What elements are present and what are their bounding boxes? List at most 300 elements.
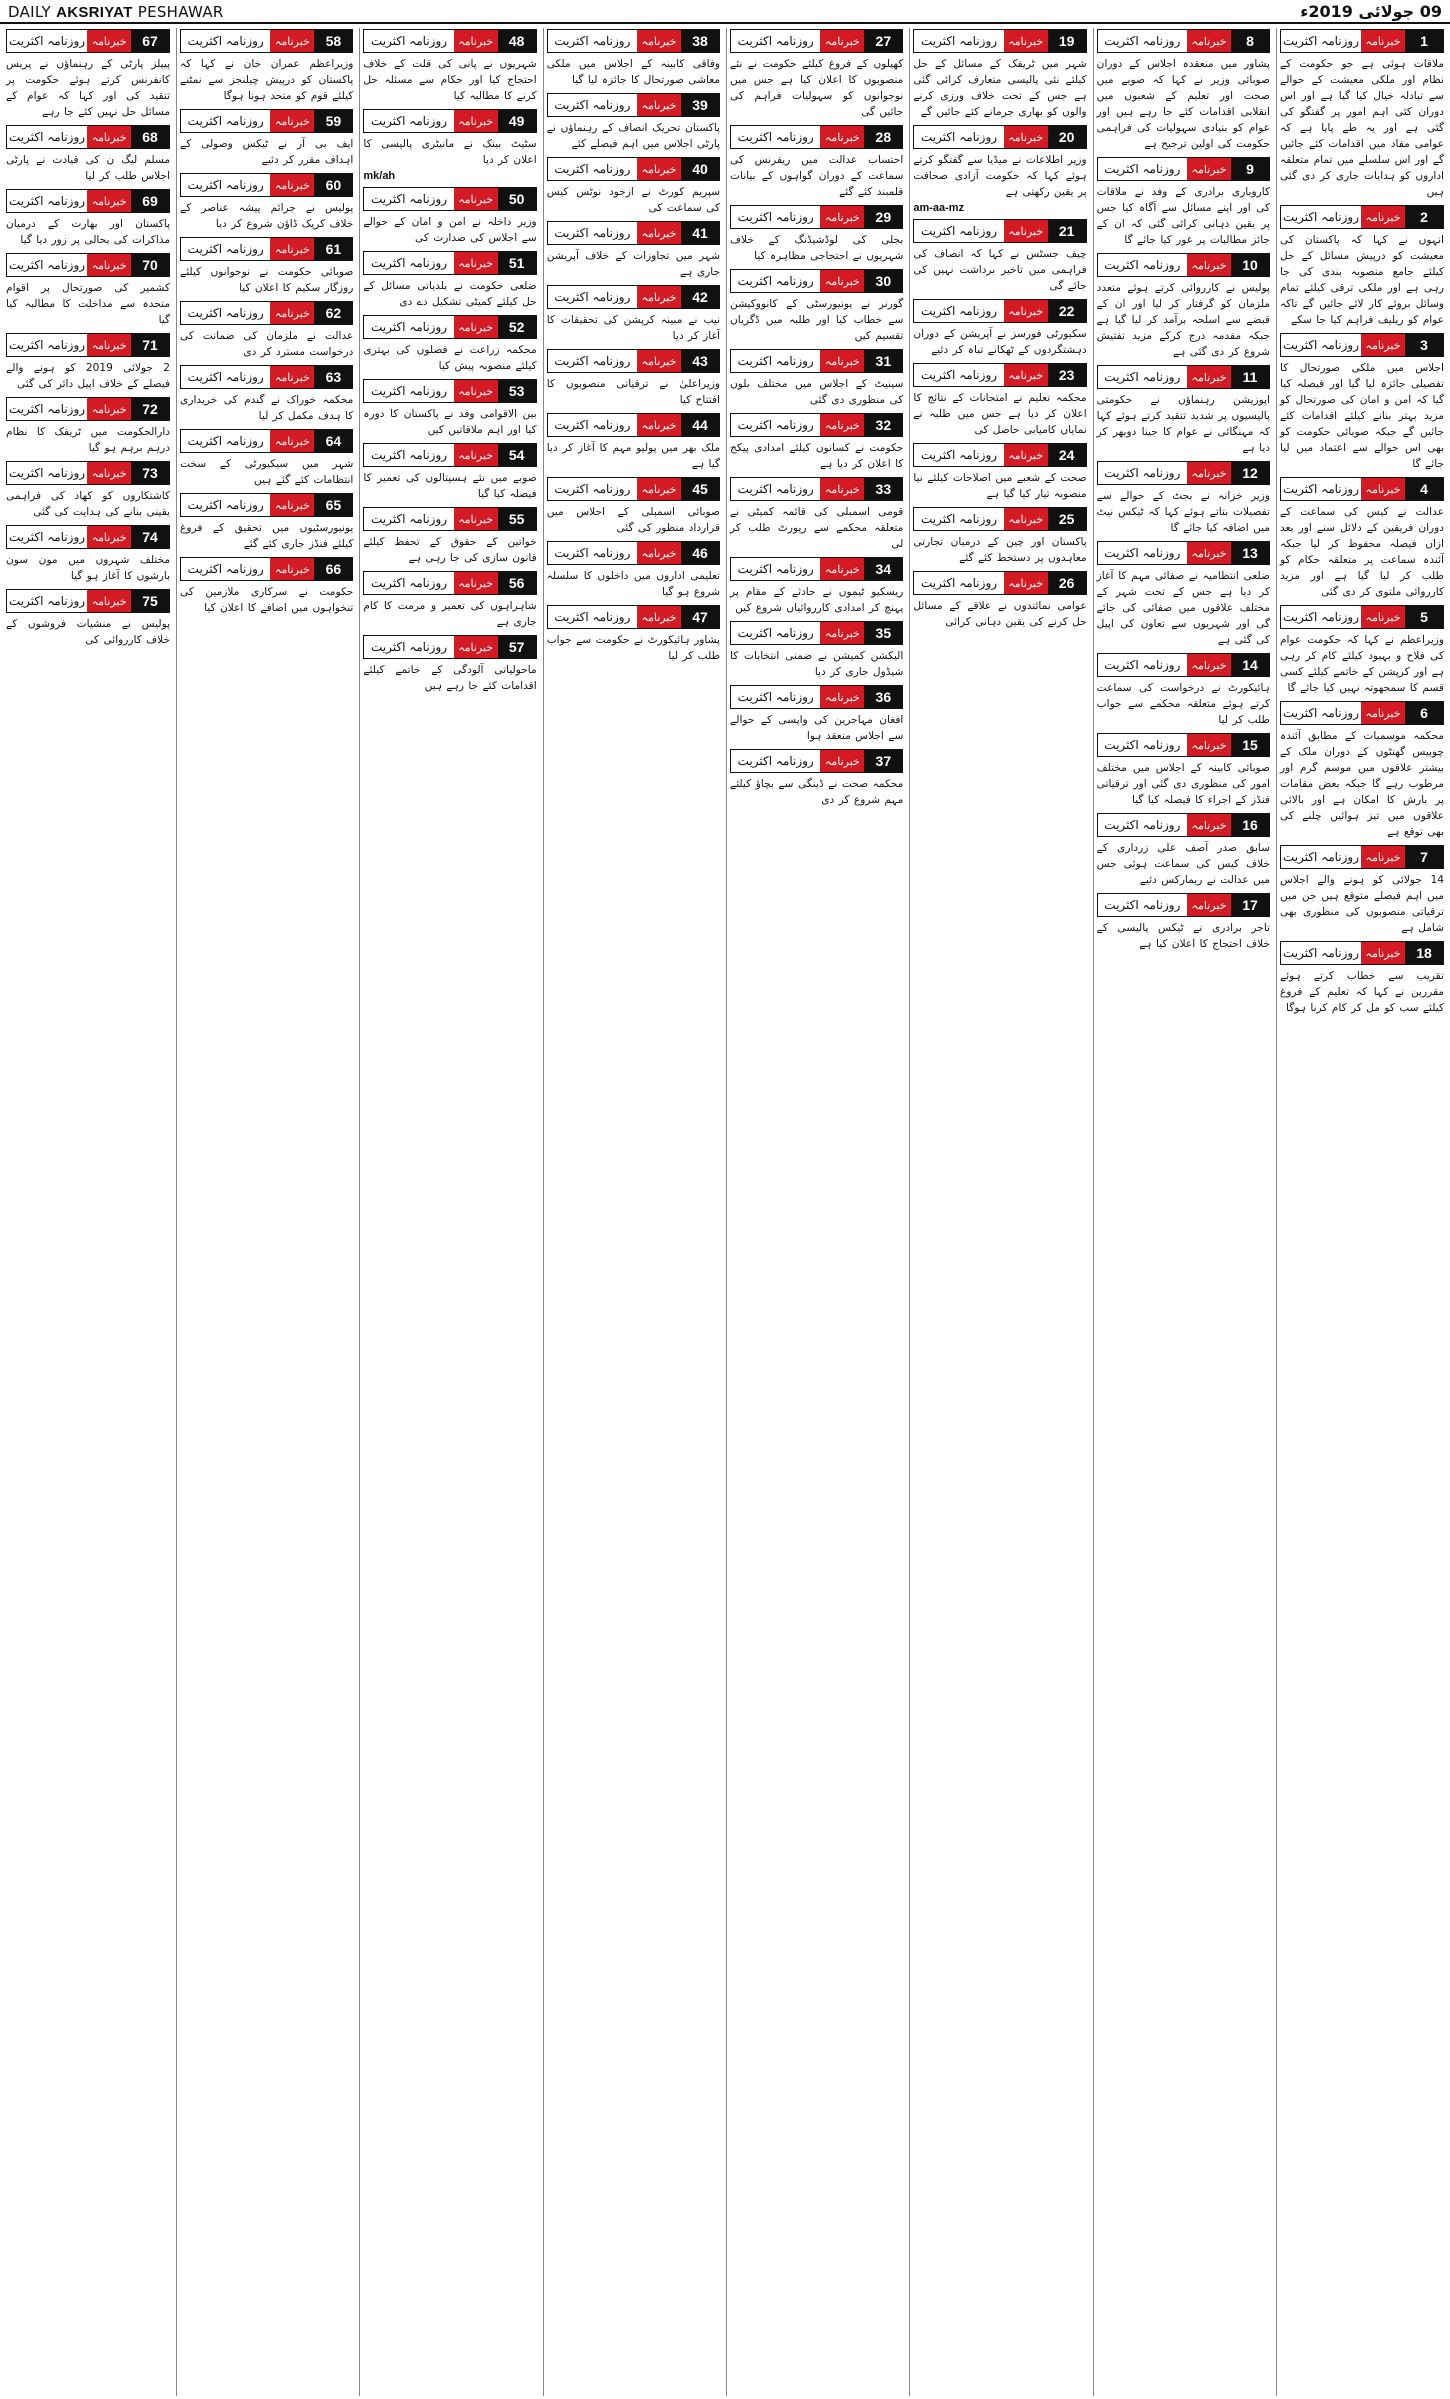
news-item-body: تاجر برادری نے ٹیکس پالیسی کے خلاف احتجاج کا اعلان کیا ہے [1096,922,1270,950]
section-tag: خبرنامہ [1187,158,1231,180]
section-tag: خبرنامہ [454,30,498,52]
news-item-header [6,333,170,357]
news-item-header [913,363,1086,387]
news-item-header [363,315,536,339]
news-item-body: پاکستان تحریک انصاف کے رہنماؤں نے پارٹی اجلاس میں اہم فیصلے کئے [546,122,721,150]
news-item-body: اجلاس میں ملکی صورتحال کا تفصیلی جائزہ لیا گیا اور فیصلہ کیا گیا کہ امن و امان کی صورتحال کو مزید بہتر بنانے کیلئے اقدامات کئے جائیں گے جبکہ صوبائی حکومت کو بھی اس حوالے سے اعتماد میں لیا جائے گا [1280,362,1444,470]
section-tag: خبرنامہ [820,30,864,52]
news-item [544,28,723,92]
news-item [3,252,173,332]
section-tag: خبرنامہ [270,238,314,260]
news-item-header [730,269,903,293]
news-item-body: سکیورٹی فورسز نے آپریشن کے دوران دہشتگردوں کے ٹھکانے تباہ کر دئیے [913,328,1087,356]
news-item-number: 43 [681,350,719,372]
news-item-header [913,219,1086,243]
section-label: روزنامہ اکثریت [1104,34,1181,48]
section-tag: خبرنامہ [820,206,864,228]
news-item-body: ضلعی انتظامیہ نے صفائی مہم کا آغاز کر دیا ہے جس کے تحت شہر کے مختلف علاقوں میں صفائی کی جائے گی اور شہریوں سے تعاون کی اپیل کی گئی ہے [1096,570,1270,646]
news-item-body: گورنر نے یونیورسٹی کے کانووکیشن سے خطاب کیا اور طلبہ میں ڈگریاں تقسیم کیں [730,298,904,342]
paper-prefix: DAILY [8,3,57,21]
news-item-number: 11 [1231,366,1269,388]
news-item-number: 23 [1048,364,1086,386]
section-label: روزنامہ اکثریت [920,368,998,382]
section-label: روزنامہ اکثریت [8,594,86,608]
section-label: روزنامہ اکثریت [370,256,448,270]
section-tag: خبرنامہ [820,750,864,772]
news-item-header [1097,653,1270,677]
news-item-body: شہر میں سیکیورٹی کے سخت انتظامات کئے گئے ہیں [180,458,354,486]
section-label: روزنامہ اکثریت [737,210,814,224]
news-item-body: کشمیر کی صورتحال پر اقوام متحدہ سے مداخلت کا مطالبہ کیا گیا [6,282,171,326]
news-item [360,186,539,250]
news-item [1277,604,1447,700]
section-label: روزنامہ اکثریت [187,178,264,192]
section-label: روزنامہ اکثریت [554,610,631,624]
news-item-body: وزیر داخلہ نے امن و امان کے حوالے سے اجلاس کی صدارت کی [363,216,537,244]
news-item-body: محکمہ تعلیم نے امتحانات کے نتائج کا اعلان کر دیا ہے جس میں طلبہ نے نمایاں کامیابی حاصل کی [913,392,1087,436]
news-item [544,348,723,412]
news-item-header [913,29,1086,53]
section-tag: خبرنامہ [1004,572,1048,594]
news-item-header [1097,541,1270,565]
news-item-number: 10 [1231,254,1269,276]
news-item-header [730,557,903,581]
news-item-header [547,285,720,309]
section-label: روزنامہ اکثریت [737,754,814,768]
news-item-header [1280,845,1444,869]
section-label: روزنامہ اکثریت [370,448,448,462]
news-item [1094,460,1273,540]
news-column [359,28,539,2396]
news-item-body: الیکشن کمیشن نے ضمنی انتخابات کا شیڈول جاری کر دیا [730,650,904,678]
news-item-header [180,173,353,197]
section-label: روزنامہ اکثریت [1104,466,1181,480]
news-item-body: شاہراہوں کی تعمیر و مرمت کا کام جاری ہے [363,600,537,628]
news-item-header [6,461,170,485]
news-item-header [913,507,1086,531]
paper-name: AKSRIYAT [56,4,133,21]
section-label: روزنامہ اکثریت [737,418,814,432]
news-item [727,476,906,556]
section-label: روزنامہ اکثریت [370,320,448,334]
news-item-header [1097,157,1270,181]
news-item-header [730,749,903,773]
section-tag: خبرنامہ [87,462,131,484]
news-item [544,284,723,348]
news-item [177,172,356,236]
section-label: روزنامہ اکثریت [187,242,264,256]
news-item-number: 53 [498,380,536,402]
news-item-header [547,29,720,53]
news-item [1094,540,1273,652]
news-item-number: 35 [864,622,902,644]
section-tag: خبرنامہ [1361,846,1405,868]
news-item-number: 49 [498,110,536,132]
news-item-header [363,251,536,275]
section-tag: خبرنامہ [454,636,498,658]
section-tag: خبرنامہ [1361,478,1405,500]
news-item [910,442,1089,506]
section-tag: خبرنامہ [1187,734,1231,756]
news-item-number: 56 [498,572,536,594]
section-tag: خبرنامہ [820,478,864,500]
news-column [909,28,1089,2396]
news-item-header [180,301,353,325]
news-item-number: 38 [681,30,719,52]
section-tag: خبرنامہ [87,590,131,612]
section-tag: خبرنامہ [1187,814,1231,836]
section-tag: خبرنامہ [1187,462,1231,484]
news-item-header [1280,701,1444,725]
news-item-number: 37 [864,750,902,772]
section-tag: خبرنامہ [1187,366,1231,388]
news-item-number: 2 [1405,206,1443,228]
news-column [176,28,356,2396]
section-label: روزنامہ اکثریت [8,34,86,48]
news-column [1093,28,1273,2396]
news-item-number: 47 [681,606,719,628]
section-label: روزنامہ اکثریت [737,562,814,576]
news-item-header [730,125,903,149]
news-item-header [6,525,170,549]
news-item-body: وزیراعظم عمران خان نے کہا کہ پاکستان کو درپیش چیلنجز سے نمٹنے کیلئے قوم کو متحد ہونا ہوگا [180,58,354,102]
news-item-header [547,93,720,117]
news-item-number: 60 [314,174,352,196]
news-item-body: ہائیکورٹ نے درخواست کی سماعت کرتے ہوئے متعلقہ محکمے سے جواب طلب کر لیا [1096,682,1270,726]
news-item [544,92,723,156]
section-label: روزنامہ اکثریت [554,546,631,560]
news-item-number: 70 [131,254,169,276]
news-item-header [1280,205,1444,229]
section-tag: خبرنامہ [1004,30,1048,52]
news-item-header [180,365,353,389]
news-item-body: محکمہ موسمیات کے مطابق آئندہ چوبیس گھنٹوں کے دوران ملک کے بیشتر علاقوں میں موسم گرم اور مرطوب رہے گا جبکہ بعض مقامات پر بارش کا امکان ہے اور بالائی علاقوں میں تیز ہوائیں چلنے کی بھی توقع ہے [1280,730,1444,838]
news-item [727,620,906,684]
news-item-body: ایف بی آر نے ٹیکس وصولی کے اہداف مقرر کر دئیے [180,138,354,166]
section-label: روزنامہ اکثریت [1282,610,1360,624]
section-tag: خبرنامہ [454,316,498,338]
news-item-number: 17 [1231,894,1269,916]
news-item-number: 42 [681,286,719,308]
news-item-header [1280,29,1444,53]
news-item-number: 39 [681,94,719,116]
news-item [177,428,356,492]
news-item-body: پاکستان اور بھارت کے درمیان مذاکرات کی بحالی پر زور دیا گیا [6,218,171,246]
section-label: روزنامہ اکثریت [920,576,998,590]
news-item-number: 55 [498,508,536,530]
section-tag: خبرنامہ [637,606,681,628]
news-item-number: 30 [864,270,902,292]
news-item-header [6,253,170,277]
news-item [360,570,539,634]
section-tag: خبرنامہ [270,30,314,52]
section-label: روزنامہ اکثریت [8,258,86,272]
section-tag: خبرنامہ [637,478,681,500]
news-item [360,506,539,570]
news-item [910,506,1089,570]
section-tag: خبرنامہ [270,110,314,132]
news-item-header [1097,733,1270,757]
news-item-body: سینیٹ کے اجلاس میں مختلف بلوں کی منظوری دی گئی [730,378,904,406]
news-item-number: 48 [498,30,536,52]
news-item [727,748,906,812]
section-tag: خبرنامہ [1187,894,1231,916]
news-item-body: شہریوں نے پانی کی قلت کے خلاف احتجاج کیا اور حکام سے مسئلہ حل کرنے کا مطالبہ کیا [363,58,537,102]
news-item-number: 46 [681,542,719,564]
news-item-number: 16 [1231,814,1269,836]
news-column [1276,28,1447,2396]
news-item-body: پولیس نے جرائم پیشہ عناصر کے خلاف کریک ڈاؤن شروع کر دیا [180,202,354,230]
news-item-header [1097,461,1270,485]
news-item-body: انہوں نے کہا کہ پاکستان کی معیشت کو درپیش مسائل کے حل کیلئے جامع منصوبہ بندی کی جا رہی ہے اور ملکی ترقی کیلئے تمام وسائل بروئے کار لائے جائیں گے تاکہ عوام کو ریلیف فراہم کیا جا سکے [1280,234,1444,326]
news-item [360,250,539,314]
section-tag: خبرنامہ [820,414,864,436]
news-item-number: 32 [864,414,902,436]
news-item [3,396,173,460]
news-item-header [730,29,903,53]
news-item [1277,332,1447,476]
news-item [177,556,356,620]
section-tag: خبرنامہ [637,286,681,308]
news-item [3,332,173,396]
section-label: روزنامہ اکثریت [187,434,264,448]
section-tag: خبرنامہ [1004,126,1048,148]
section-tag: خبرنامہ [87,126,131,148]
news-item-body: محکمہ زراعت نے فصلوں کی بہتری کیلئے منصوبہ پیش کیا [363,344,537,372]
news-item-body: پاکستان اور چین کے درمیان تجارتی معاہدوں پر دستخط کئے گئے [913,536,1087,564]
news-item-body: شہر میں ٹریفک کے مسائل کے حل کیلئے نئی پالیسی متعارف کرائی گئی ہے جس کے تحت خلاف ورزی کرنے والوں کو بھاری جرمانے کئے جائیں گے [913,58,1087,118]
section-label: روزنامہ اکثریت [187,370,264,384]
news-item-header [547,349,720,373]
news-item [1277,28,1447,204]
news-item-body: حکومت نے کسانوں کیلئے امدادی پیکج کا اعلان کر دیا ہے [730,442,904,470]
section-tag: خبرنامہ [454,380,498,402]
news-item-header [6,397,170,421]
news-item-number: 69 [131,190,169,212]
news-item-number: 36 [864,686,902,708]
news-item-number: 51 [498,252,536,274]
news-item [544,412,723,476]
section-tag: خبرنامہ [820,558,864,580]
news-item-body: کاشتکاروں کو کھاد کی فراہمی یقینی بنانے کی ہدایت کی گئی [6,490,171,518]
news-item-number: 13 [1231,542,1269,564]
news-item-body: سپریم کورٹ نے ازخود نوٹس کیس کی سماعت کی [546,186,721,214]
section-label: روزنامہ اکثریت [920,34,998,48]
news-item-header [363,109,536,133]
news-item-header [730,685,903,709]
section-tag: خبرنامہ [637,350,681,372]
news-item-header [1097,29,1270,53]
news-item-number: 34 [864,558,902,580]
news-item-header [1097,893,1270,917]
news-item-body: حکومت نے سرکاری ملازمین کی تنخواہوں میں اضافے کا اعلان کیا [180,586,354,614]
section-tag: خبرنامہ [270,302,314,324]
item-signature: mk/ah [363,170,396,182]
news-item-number: 22 [1048,300,1086,322]
news-item [1094,892,1273,956]
news-item-header [730,621,903,645]
news-item-number: 52 [498,316,536,338]
news-item [3,460,173,524]
section-label: روزنامہ اکثریت [737,354,814,368]
section-tag: خبرنامہ [87,254,131,276]
news-item-number: 45 [681,478,719,500]
news-item [1094,364,1273,460]
news-item-body: عدالت نے ملزمان کی ضمانت کی درخواست مسترد کر دی [180,330,354,358]
news-item-header [363,571,536,595]
section-label: روزنامہ اکثریت [1104,162,1181,176]
section-label: روزنامہ اکثریت [187,114,264,128]
news-item-header [180,429,353,453]
news-item-body: وفاقی کابینہ کے اجلاس میں ملکی معاشی صورتحال کا جائزہ لیا گیا [546,58,721,86]
section-label: روزنامہ اکثریت [187,306,264,320]
news-item [727,28,906,124]
news-item-header [363,635,536,659]
news-column [3,28,173,2396]
news-item-number: 41 [681,222,719,244]
news-item-body: کھیلوں کے فروغ کیلئے حکومت نے نئے منصوبوں کا اعلان کیا ہے جس میں نوجوانوں کو سہولیات فراہم کی جائیں گی [730,58,904,118]
section-label: روزنامہ اکثریت [1104,818,1181,832]
news-item [1277,700,1447,844]
news-item-body: خواتین کے حقوق کے تحفظ کیلئے قانون سازی کی جا رہی ہے [363,536,537,564]
news-item-number: 20 [1048,126,1086,148]
section-label: روزنامہ اکثریت [920,304,998,318]
section-tag: خبرنامہ [454,572,498,594]
news-item-number: 40 [681,158,719,180]
news-item [544,604,723,668]
news-item-body: شہر میں تجاوزات کے خلاف آپریشن جاری ہے [546,250,721,278]
section-tag: خبرنامہ [454,508,498,530]
section-tag: خبرنامہ [454,444,498,466]
news-item-body: مختلف شہروں میں مون سون بارشوں کا آغاز ہو گیا [6,554,171,582]
news-item-body: صوبائی اسمبلی کے اجلاس میں قرارداد منظور کی گئی [546,506,721,534]
section-tag: خبرنامہ [87,30,131,52]
news-item-body: یونیورسٹیوں میں تحقیق کے فروغ کیلئے فنڈز جاری کئے گئے [180,522,354,550]
news-item-header [547,541,720,565]
news-item [544,156,723,220]
news-item [910,28,1089,124]
news-item-body: ملک بھر میں پولیو مہم کا آغاز کر دیا گیا ہے [546,442,721,470]
section-label: روزنامہ اکثریت [1282,34,1360,48]
news-item-header [6,125,170,149]
section-label: روزنامہ اکثریت [554,290,631,304]
news-item-header [1280,477,1444,501]
news-item-body: وزیراعظم نے کہا کہ حکومت عوام کی فلاح و بہبود کیلئے کام کر رہی ہے اور کرپشن کے خاتمے کیلئے کسی قسم کا سمجھوتہ نہیں کیا جائے گا [1280,634,1444,694]
section-tag: خبرنامہ [87,526,131,548]
news-item [544,540,723,604]
news-item [1277,204,1447,332]
news-item-number: 44 [681,414,719,436]
news-item-body: ریسکیو ٹیموں نے حادثے کے مقام پر پہنچ کر امدادی کارروائیاں شروع کیں [730,586,904,614]
section-label: روزنامہ اکثریت [370,114,448,128]
section-tag: خبرنامہ [637,542,681,564]
news-item-number: 65 [314,494,352,516]
news-item [177,300,356,364]
section-tag: خبرنامہ [637,30,681,52]
news-item-header [1097,253,1270,277]
news-item-header [913,299,1086,323]
news-item [1094,812,1273,892]
news-item-number: 12 [1231,462,1269,484]
section-label: روزنامہ اکثریت [1282,482,1360,496]
news-item [727,412,906,476]
news-item-number: 1 [1405,30,1443,52]
section-label: روزنامہ اکثریت [1104,898,1181,912]
news-item-body: محکمہ خوراک نے گندم کی خریداری کا ہدف مکمل کر لیا [180,394,354,422]
news-item-body: چیف جسٹس نے کہا کہ انصاف کی فراہمی میں تاخیر برداشت نہیں کی جائے گی [913,248,1087,292]
section-label: روزنامہ اکثریت [737,690,814,704]
section-label: روزنامہ اکثریت [554,162,631,176]
news-item-number: 29 [864,206,902,228]
news-item [910,218,1089,298]
news-item-number: 6 [1405,702,1443,724]
section-tag: خبرنامہ [820,686,864,708]
section-label: روزنامہ اکثریت [737,482,814,496]
news-item-body: سٹیٹ بینک نے مانیٹری پالیسی کا اعلان کر دیا [363,138,537,166]
news-item-number: 4 [1405,478,1443,500]
section-tag: خبرنامہ [270,366,314,388]
news-item-body: صحت کے شعبے میں اصلاحات کیلئے نیا منصوبہ تیار کیا گیا ہے [913,472,1087,500]
news-item-number: 19 [1048,30,1086,52]
section-label: روزنامہ اکثریت [920,224,998,238]
news-item [3,524,173,588]
item-signature: am-aa-mz [913,202,965,214]
section-tag: خبرنامہ [87,398,131,420]
section-tag: خبرنامہ [637,414,681,436]
news-item-body: 2 جولائی 2019 کو ہونے والے فیصلے کے خلاف اپیل دائر کی گئی [6,362,171,390]
news-item-body: وزیر اطلاعات نے میڈیا سے گفتگو کرتے ہوئے کہا کہ حکومت آزادی صحافت پر یقین رکھتی ہے [913,154,1087,198]
news-item-body: بجلی کی لوڈشیڈنگ کے خلاف شہریوں نے احتجاجی مظاہرہ کیا [730,234,904,262]
section-tag: خبرنامہ [1187,542,1231,564]
news-item-number: 31 [864,350,902,372]
news-item-number: 54 [498,444,536,466]
news-item-body: اپوزیشن رہنماؤں نے حکومتی پالیسیوں پر شدید تنقید کرتے ہوئے کہا کہ مہنگائی نے عوام کا جینا دوبھر کر دیا ہے [1096,394,1270,454]
news-item-body: وزیر خزانہ نے بجٹ کے حوالے سے تفصیلات بتاتے ہوئے کہا کہ ٹیکس نیٹ میں اضافہ کیا جائے گا [1096,490,1270,534]
news-item [727,268,906,348]
news-item-body: تعلیمی اداروں میں داخلوں کا سلسلہ شروع ہو گیا [546,570,721,598]
section-tag: خبرنامہ [1004,508,1048,530]
news-item-body: پولیس نے کارروائی کرتے ہوئے متعدد ملزمان کو گرفتار کر لیا اور ان کے قبضے سے اسلحہ برآمد کر لیا گیا ہے جبکہ مقدمہ درج کرکے مزید تفتیش شروع کر دی گئی ہے [1096,282,1270,358]
news-item [544,476,723,540]
news-item-number: 18 [1405,942,1443,964]
news-item-body: پشاور میں منعقدہ اجلاس کے دوران صوبائی وزیر نے کہا کہ صوبے میں صحت اور تعلیم کے شعبوں میں انقلابی اقدامات کئے جا رہے ہیں اور عوام کو بنیادی سہولیات کی فراہمی حکومت کی اولین ترجیح ہے [1096,58,1270,150]
news-item [177,492,356,556]
news-item-number: 15 [1231,734,1269,756]
news-item-number: 73 [131,462,169,484]
news-item-number: 62 [314,302,352,324]
section-label: روزنامہ اکثریت [1104,258,1181,272]
news-item-header [1097,813,1270,837]
paper-title [8,3,224,21]
section-label: روزنامہ اکثریت [8,130,86,144]
news-item [1094,156,1273,252]
section-tag: خبرنامہ [270,174,314,196]
news-item-header [180,109,353,133]
section-label: روزنامہ اکثریت [737,130,814,144]
news-item [910,298,1089,362]
news-item [1094,28,1273,156]
news-item-number: 7 [1405,846,1443,868]
section-label: روزنامہ اکثریت [8,530,86,544]
news-item-body: عوامی نمائندوں نے علاقے کے مسائل حل کرنے کی یقین دہانی کرائی [913,600,1087,628]
news-item-number: 72 [131,398,169,420]
section-tag: خبرنامہ [87,334,131,356]
news-item [727,348,906,412]
news-item-body: وزیراعلیٰ نے ترقیاتی منصوبوں کا افتتاح کیا [546,378,721,406]
news-page [3,28,1447,2396]
section-tag: خبرنامہ [1004,444,1048,466]
news-item [727,204,906,268]
